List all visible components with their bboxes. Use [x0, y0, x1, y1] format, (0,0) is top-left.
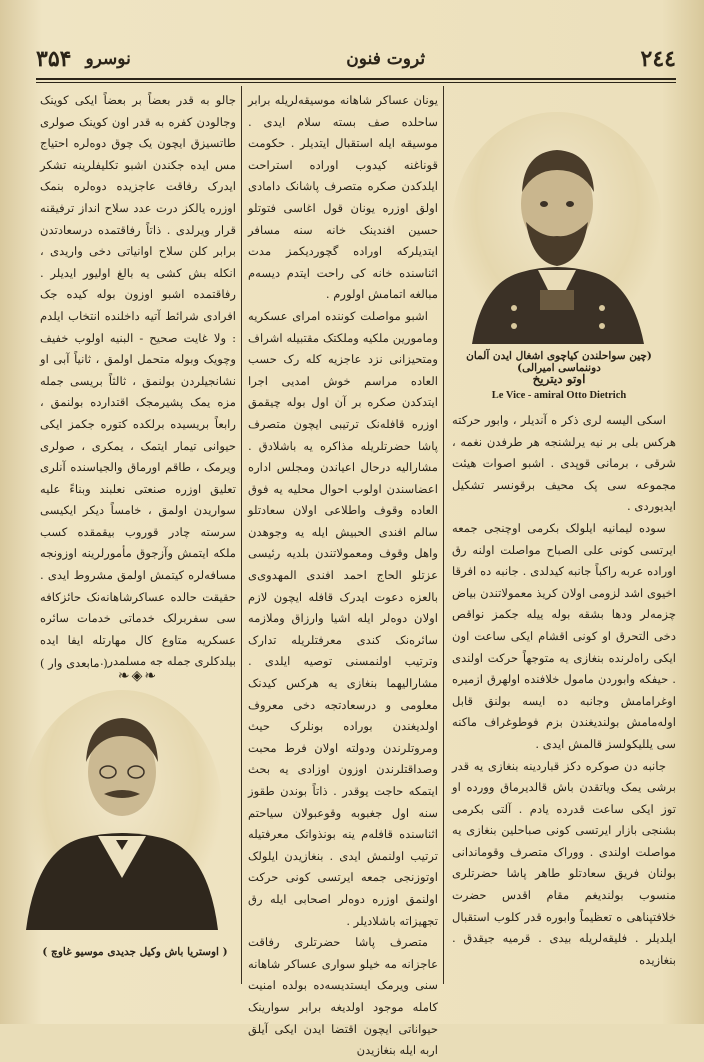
- portrait-caption-austrian: ( اوستریا باش وکیل جدیدی موسیو غاوچ ): [42, 946, 228, 958]
- paragraph: جانبه دن صوکره دکز قباردینه بنغازی یه قدر برشی یمک ویاتقدن باش قالدیرماق وورده او توز ایکی ساعت قدرده یادم . آلتی بکرمی بشنجی بازار ایرتسی کونی صباحلین بنغازی یه مواصلت اولندی . ووراک متصرف وقوماندانی بولنان فریق سعادتلو طاهر پاشا حضرتلری منسوب بولندیغم مقام اقدس حضرت خلافتپناهی ه تعظیماً وابوره قدر کلوب استقبال ایلدیلر . فلیقه‌لریله بیدی . قرمیه جیقدق . بنغازیده: [452, 758, 676, 967]
- header-left-group: [36, 46, 131, 72]
- portrait-austrian-minister: [22, 690, 222, 930]
- paragraph: یونان عساکر شاهانه موسیقه‌لریله برابر ساحلده صف بسته سلام ایدی . موسیقه ایله استقبال ایتدیلر . حکومت قوناغنه کیدوب اوراده استراحت ایلدکدن صکره متصرف پاشانک دامادی اولق اوزره یونان قول اغاسی فتوتلو حسین افندینک خانه سنه مسافر ایتدیلرکه اوراده گچوردیکمز مدت اثناسنده خانه کی راحت ایتدم دیسه‌م مبالغه اتمامش اولورم .: [248, 93, 438, 302]
- section-ornament: ❧◈❧: [117, 668, 159, 684]
- paragraph: اسکی الیسه لری ذکر ه آندیلر ، وابور حرکته هرکس بلی بر نیه یرلشنجه هر طرفدن نغمه ، شرقی ، برمانی قوپدی . اشبو اصوات هیئت مجموعه سی پک محیف برقونسر تشکیل ایدیوردی .: [452, 413, 676, 514]
- name-latin-dietrich: Le Vice - amiral Otto Dietrich: [491, 390, 627, 401]
- right-column-text: [452, 410, 676, 982]
- portrait-caption-dietrich: (چین سواحلندن کیاچوی اشغال ایدن آلمان دوننماسی امیرالی): [466, 350, 652, 374]
- name-ottoman-dietrich: اوتو دیتریخ: [532, 372, 586, 386]
- middle-column-text: [248, 90, 438, 1058]
- paragraph: متصرف پاشا حضرتلری رفاقت عاجزانه مه خیلو سواری عساکر شاهانه سنی ویرمک ایستدیسه‌ده بولده امنیت کامله موجود اولدیغه برابر سوارینک حیواناتی ایچون اقتضا ایدن ایکی آیلق اربه ایله بنغازیدن: [248, 935, 438, 1058]
- continued-note: ( مابعدی وار ): [40, 656, 108, 670]
- journal-title: ثروت فنون: [346, 49, 426, 69]
- header-rule: [36, 78, 676, 80]
- page-number-right: ۲٤٤: [640, 46, 676, 72]
- column-divider-right: [443, 86, 444, 984]
- paragraph: اشبو مواصلت کوننده امرای عسکریه ومامورین ملکیه وملکتک مقتبیله اشراف ومتحیزانی نزد عاجزیه کله رک حسب العاده مراسم خوش امدیی اجرا ایتدکدن صکره بر آن اول بوله چیقمق اوزره قافله‌نک ترتیبی ایچون متصرف پاشا حضرتلریله مذاکره یه باشلادق . مشارالیه درحال اعیاندن ومجلس اداره اعضاسندن اولوب احوال محلیه یه فوق العاده وقوف واطلاعی اولان سعادتلو سالم افندی الحبیش ایله یه وجوهدن واهل وقوف ومعمولاتندن بلدیه رئیسی عزتلو الحاج احمد افندی المهدوی‌ی بالعزه دعوت ایدرک قافله ایچون لازم اولان دوه‌لر ایله اشیا وارزاق وملازمه سائره‌نک کندی معرفتلریله تدارک وترتیب اولنمسنی توصیه ایلدی . مشارالیهما بنغازی یه هرکس کیدنک معلومی و درسعادتجه دخی معروف اولدیغندن بوراده بونلرک حیث ومروتلرندن ودولته اولان فرط محبت وصداقتلرندن اوزون اوزادی یه بحث ایتمکه حاجت یوقدر . ذاتاً بوندن طقوز سنه اول جغبوبه وقوعبولان سیاحتم اثناسنده قافله‌م ینه بونذواتک معرفتیله ترتیب اولنمش ایدی . بنغازیدن ایلولک اوتوزنجی جمعه ایرتسی کونی حرکت اولنمق اوزره دوه‌لر اصحابی ایله رق تجهیزاته باشلادیلر .: [248, 308, 438, 928]
- header-rule-thin: [36, 82, 676, 83]
- paragraph: جالو به قدر بعضاً بر بعضاً ایکی کوینک وجالودن کفره به قدر اون کوینک صولری طاتسیزق ایچون یک چوق دوه‌لره احتیاج مس ایده جکندن اشبو تکلیفلرینه تشکر ایدرک رفاقت عاجزیده دوه‌لره بنمک اوزره یالکز درت عدد سلاح انداز ترفیقنه قرار ویرلدی . ذاتاً رفاقتمده درسعادتدن برابر کلن سلاح اوانیاتی دخی واریدی ، انکله بش کشی یه بالغ اولیور ایدیلر . رفاقتمده اشبو اوزون بوله کیده جک افرادی شرائط آتیه داخلنده انتخاب ایلدم : ولا غایت صحیح - البنیه اولوب خفیف وچویک وبوله متحمل اولمق ، ثانیاً آبی او نشانجیلردن بولنمق ، ثالثاً بریسی جمله مزه یمک پشیرمجک اقتدارده بولنمق ، رابعاً بریسیده برلکده کتوره جکمز ایکی حیوانی تیمار ایتمک ، یمکری ، صولری ویرمک ، طاقم اورماق والجیاسنده آنلری تعلیق اوزره صنعتی نعلبند وبناءً علیه سواریدن اولمق ، خامساً دیکر ایکیسی سرسته چادر قوروب بیقمقده کسب ملکه ایتمش وآزجوق مأمورلرینه اوزونجه مسافه‌لره کیتمش اولمق مشروط ایدی . حقیقت حالده عساکرشاهانه‌نک حائزکافه سی سفربرلک خدماتی خدمات سائره عسکریه متاوع کال مهارتله ایفا ایده بیلدکلری جمله جه مسلمدر .: [40, 93, 236, 669]
- portrait-otto-dietrich: [452, 112, 662, 344]
- admiral-engraving-icon: [452, 112, 662, 344]
- page-header: [36, 42, 676, 76]
- statesman-engraving-icon: [22, 690, 222, 930]
- paragraph: سوده لیمانیه ایلولک بکرمی اوچنجی جمعه ایرتسی کونی علی الصباح مواصلت اولنه رق اوراده عربه راکباً جانبه کیدلدی . جانبه ده افرقا اخیوی اشد لزومی اولان کریذ معمولاتندن بیاض چزمه‌لر ودها بشقه بوله ییله جکمز نواقص دخی التحرق او کونی اقشام ایکی ساعت اون ایکی راه‌لرنده بنغازی یه متوجهاً حرکت اولندی . حیفکه وابوردن مامول خلافنده اولهرق ازمیره اوغرامامش وجانبه ده ایسه بولنق قابل اوله‌مامش بولندیغندن بزم فوطوغراف ماکنه سی یللیکولسز قالمش ایدی .: [452, 520, 676, 751]
- page-number-left: ۳۵۴: [36, 46, 72, 72]
- column-divider-left: [241, 86, 242, 984]
- issue-date: نوسرو: [85, 49, 131, 69]
